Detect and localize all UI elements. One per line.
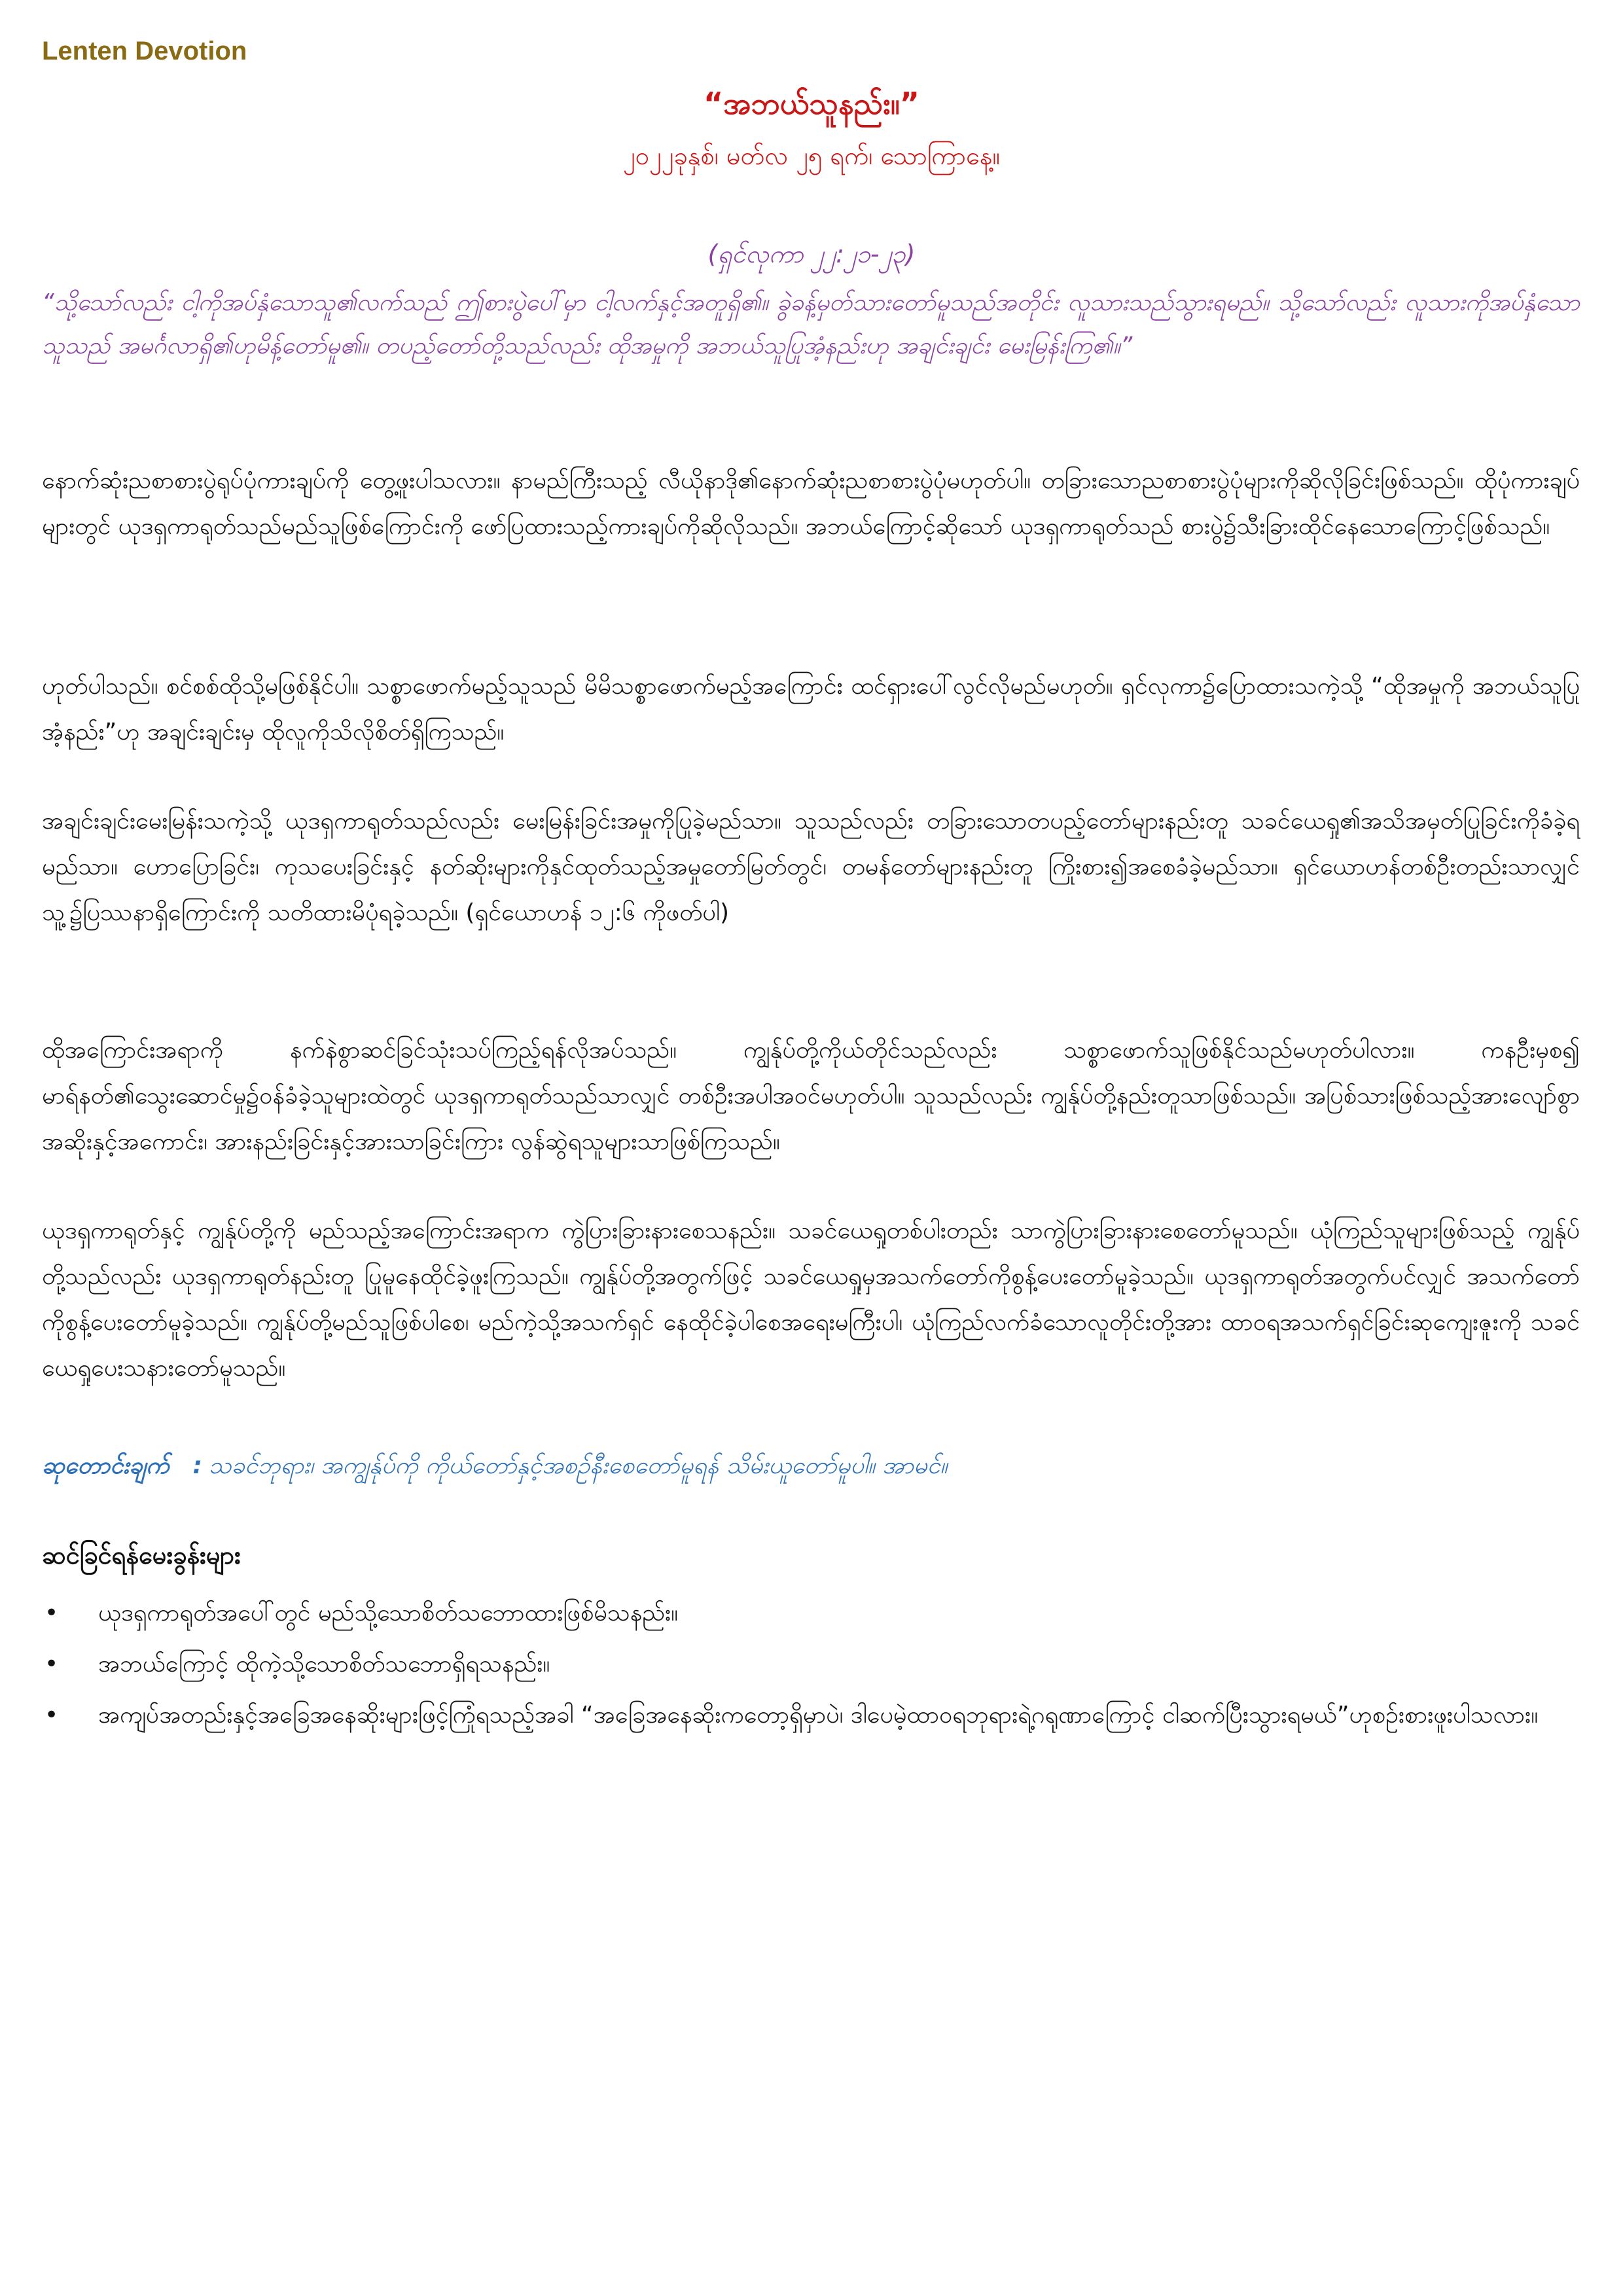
- scripture-reference: (ရှင်လုကာ ၂၂:၂၁-၂၃): [707, 240, 916, 268]
- series-label: Lenten Devotion: [42, 37, 247, 65]
- bullet-icon: •: [45, 1651, 59, 1677]
- list-item: [45, 1590, 1580, 1636]
- body-paragraph-2: ဟုတ်ပါသည်။ စင်စစ်ထိုသို့မဖြစ်နိုင်ပါ။ သစ္စာဖောက်မည့်သူသည် မိမိသစ္စာဖောက်မည့်အကြောင်း ထင်ရှားပေါ်လွင်လိုမည်မဟုတ်။ ရှင်လုကာ၌ပြောထားသကဲ့သို့ “ထိုအမှုကို အဘယ်သူပြုအံ့နည်း”ဟု အချင်းချင်းမှ ထိုလူကိုသိလိုစိတ်ရှိကြသည်။: [42, 673, 1580, 745]
- date-line: ၂၀၂၂ခုနှစ်၊ မတ်လ ၂၅ ရက်၊ သောကြာနေ့။: [623, 141, 1000, 170]
- questions-list: [45, 1590, 1580, 1744]
- question-text: အဘယ်ကြောင့် ထိုကဲ့သို့သောစိတ်သဘောရှိရသနည်း။: [98, 1651, 550, 1677]
- questions-heading: ဆင်ခြင်ရန်မေးခွန်းများ: [42, 1541, 241, 1570]
- body-paragraph-4: ထိုအကြောင်းအရာကို နက်နဲစွာဆင်ခြင်သုံးသပ်ကြည့်ရန်လိုအပ်သည်။ ကျွန်ုပ်တို့ကိုယ်တိုင်သည်လည်း သစ္စာဖောက်သူဖြစ်နိုင်သည်မဟုတ်ပါလား။ ကနဦးမှစ၍ မာရ်နတ်၏သွေးဆောင်မှု၌ဝန်ခံခဲ့သူများထဲတွင် ယုဒရှကာရုတ်သည်သာလျှင် တစ်ဦးအပါအဝင်မဟုတ်ပါ။ သူသည်လည်း ကျွန်ုပ်တို့နည်းတူသာဖြစ်သည်။ အပြစ်သားဖြစ်သည့်အားလျော်စွာ အဆိုးနှင့်အကောင်း၊ အားနည်းခြင်းနှင့်အားသာခြင်းကြား လွန်ဆွဲရသူများသာဖြစ်ကြသည်။: [42, 1037, 1580, 1155]
- scripture-text: “သို့သော်လည်း ငါ့ကိုအပ်နှံသောသူ၏လက်သည် ဤစားပွဲပေါ်မှာ ငါ့လက်နှင့်အတူရှိ၏။ ခွဲခန့်မှတ်သားတော်မူသည်အတိုင်း လူသားသည်သွားရမည်။ သို့သော်လည်း လူသားကိုအပ်နှံသောသူသည် အမင်္ဂလာရှိ၏ဟုမိန့်တော်မူ၏။ တပည့်တော်တို့သည်လည်း ထိုအမှုကို အဘယ်သူပြုအံ့နည်းဟု အချင်းချင်း မေးမြန်းကြ၏။”: [42, 289, 1580, 359]
- question-text: ယုဒရှကာရုတ်အပေါ်တွင် မည်သို့သောစိတ်သဘောထားဖြစ်မိသနည်း။: [98, 1600, 679, 1626]
- prayer-block: [42, 1446, 1580, 1486]
- devotion-title: “အဘယ်သူနည်း။”: [704, 86, 919, 121]
- list-item: [45, 1693, 1580, 1738]
- body-paragraph-5: ယုဒရှကာရုတ်နှင့် ကျွန်ုပ်တို့ကို မည်သည့်အကြောင်းအရာက ကွဲပြားခြားနားစေသနည်း။ သခင်ယေရှုတစ်ပါးတည်း သာကွဲပြားခြားနားစေတော်မူသည်။ ယုံကြည်သူများဖြစ်သည့် ကျွန်ုပ်တို့သည်လည်း ယုဒရှကာရုတ်နည်းတူ ပြုမူနေထိုင်ခဲ့ဖူးကြသည်။ ကျွန်ုပ်တို့အတွက်ဖြင့် သခင်ယေရှုမှအသက်တော်ကိုစွန့်ပေးတော်မူခဲ့သည်။ ယုဒရှကာရုတ်အတွက်ပင်လျှင် အသက်တော်ကိုစွန့်ပေးတော်မူခဲ့သည်။ ကျွန်ုပ်တို့မည်သူဖြစ်ပါစေ၊ မည်ကဲ့သို့အသက်ရှင် နေထိုင်ခဲ့ပါစေအရေးမကြီးပါ၊ ယုံကြည်လက်ခံသောလူတိုင်းတို့အား ထာဝရအသက်ရှင်ခြင်းဆုကျေးဇူးကို သခင်ယေရှုပေးသနားတော်မူသည်။: [42, 1217, 1580, 1382]
- bullet-icon: •: [45, 1600, 59, 1626]
- prayer-separator: :: [192, 1452, 202, 1479]
- prayer-label: ဆုတောင်းချက်: [42, 1452, 169, 1479]
- list-item: [45, 1641, 1580, 1687]
- body-paragraph-1: နောက်ဆုံးညစာစားပွဲရုပ်ပုံကားချပ်ကို တွေ့ဖူးပါသလား။ နာမည်ကြီးသည့် လီယိုနာဒို၏နောက်ဆုံးညစာစားပွဲပုံမဟုတ်ပါ။ တခြားသောညစာစားပွဲပုံများကိုဆိုလိုခြင်းဖြစ်သည်။ ထိုပုံကားချပ်များတွင် ယုဒရှကာရုတ်သည်မည်သူဖြစ်ကြောင်းကို ဖော်ပြထားသည့်ကားချပ်ကိုဆိုလိုသည်။ အဘယ်ကြောင့်ဆိုသော် ယုဒရှကာရုတ်သည် စားပွဲ၌သီးခြားထိုင်နေသောကြောင့်ဖြစ်သည်။: [42, 467, 1580, 540]
- question-text: အကျပ်အတည်းနှင့်အခြေအနေဆိုးများဖြင့်ကြုံရသည့်အခါ “အခြေအနေဆိုးကတော့ရှိမှာပဲ၊ ဒါပေမဲ့ထာဝရဘုရားရဲ့ဂရုဏာကြောင့် ငါဆက်ပြီးသွားရမယ်”ဟုစဉ်းစားဖူးပါသလား။: [98, 1702, 1539, 1729]
- prayer-text: သခင်ဘုရား၊ အကျွန်ုပ်ကို ကိုယ်တော်နှင့်အစဉ်နီးစေတော်မူရန် သိမ်းယူတော်မူပါ။ အာမင်။: [208, 1452, 948, 1479]
- bullet-icon: •: [45, 1702, 59, 1729]
- body-paragraph-3: အချင်းချင်းမေးမြန်းသကဲ့သို့ ယုဒရှကာရုတ်သည်လည်း မေးမြန်းခြင်းအမှုကိုပြုခဲ့မည်သာ။ သူသည်လည်း တခြားသောတပည့်တော်များနည်းတူ သခင်ယေရှု၏အသိအမှတ်ပြုခြင်းကိုခံခဲ့ရမည်သာ။ ဟောပြောခြင်း၊ ကုသပေးခြင်းနှင့် နတ်ဆိုးများကိုနှင်ထုတ်သည့်အမှုတော်မြတ်တွင်၊ တမန်တော်များနည်းတူ ကြိုးစား၍အစေခံခဲ့မည်သာ။ ရှင်ယောဟန်တစ်ဦးတည်းသာလျှင် သူ့၌ပြဿနာရှိကြောင်းကို သတိထားမိပုံရခဲ့သည်။ (ရှင်ယောဟန် ၁၂:၆ ကိုဖတ်ပါ): [42, 808, 1580, 926]
